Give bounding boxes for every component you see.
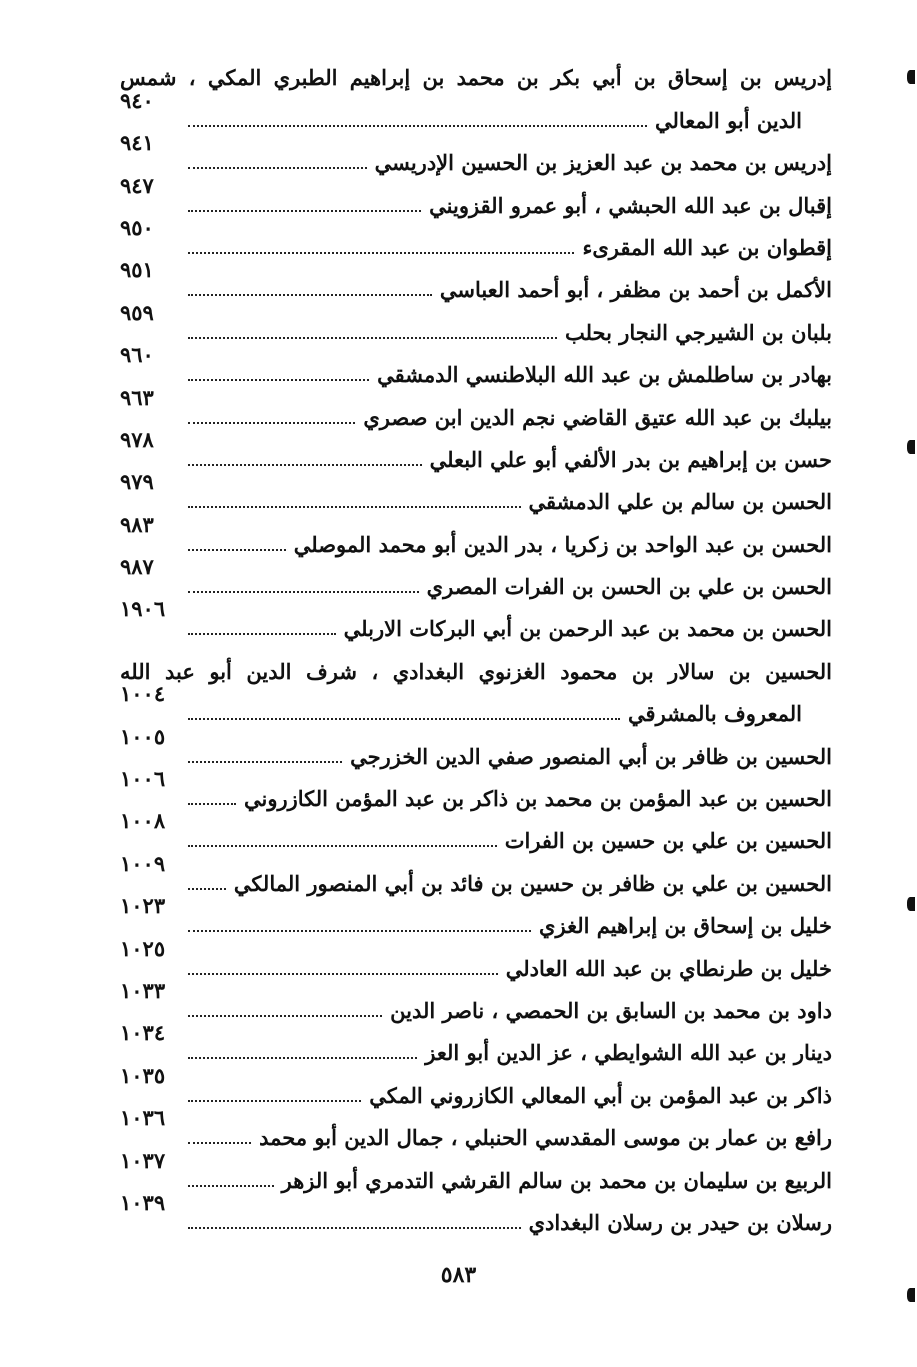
entry-name: حسن بن إبراهيم بن بدر الألفي أبو علي البعلي [429,446,832,472]
entry-name-line1: إدريس بن إسحاق بن أبي بكر بن محمد بن إبراهيم الطبري المكي ، شمس [120,65,832,91]
entry-name-line1: الحسين بن سالار بن محمود الغزنوي البغدادي ، شرف الدين أبو عبد الله [120,658,832,684]
toc-entry [120,596,832,649]
leader-dots [188,1057,417,1059]
binding-mark [907,70,915,84]
toc-entry [120,257,832,310]
entry-name: داود بن محمد بن السابق بن الحمصي ، ناصر الدين [390,997,832,1023]
entry-name: الحسن بن سالم بن علي الدمشقي [528,489,832,515]
binding-mark [907,897,915,911]
entry-name: الحسين بن عبد المؤمن بن محمد بن ذاكر بن عبد المؤمن الكازروني [243,786,832,812]
leader-dots [188,973,498,975]
entry-page: ٩٥٩ [120,299,154,325]
entry-name: خليل بن طرنطاي بن عبد الله العادلي [505,955,832,981]
entry-name: خليل بن إسحاق بن إبراهيم الغزي [539,913,832,939]
entry-page: ١٠٣٩ [120,1189,166,1215]
leader-dots [188,294,432,296]
toc-entry [120,130,832,183]
entry-page: ١٠٠٤ [120,681,166,707]
leader-dots [188,633,336,635]
entry-page: ٩٨٣ [120,511,154,537]
leader-dots [188,252,574,254]
entry-page: ٩٥١ [120,257,154,283]
leader-dots [188,422,355,424]
toc-entry-line1 [120,56,832,98]
entry-page: ١٠٠٩ [120,850,166,876]
leader-dots [188,1015,382,1017]
leader-dots [188,125,647,127]
entry-page: ٩٤٧ [120,172,154,198]
leader-dots [188,718,620,720]
entry-page: ٩٧٨ [120,426,154,452]
entry-page: ٩٨٧ [120,554,154,580]
toc-entry [120,681,832,734]
entry-name: إقبال بن عبد الله الحبشي ، أبو عمرو القزويني [429,192,832,218]
toc-entry [120,214,832,268]
toc-entry [120,342,832,395]
entry-name: ذاكر بن عبد المؤمن بن أبي المعالي الكازروني المكي [369,1082,832,1108]
entry-page: ١٠٢٥ [120,935,166,961]
leader-dots [188,845,497,847]
toc-entry [120,384,832,437]
entry-page: ١٠٣٣ [120,977,166,1003]
entry-name: الدين أبو المعالي [654,107,802,133]
leader-dots [188,167,367,169]
entry-page: ١٠٣٥ [120,1062,166,1088]
toc-entry [120,469,832,522]
entry-name: بلبان بن الشيرجي النجار بحلب [564,319,832,345]
toc-entry [120,1020,832,1073]
table-of-contents [120,56,832,1243]
leader-dots [188,337,557,339]
entry-page: ١٠٢٣ [120,893,166,919]
leader-dots [188,464,422,466]
binding-mark [907,1288,915,1302]
entry-name: إدريس بن محمد بن عبد العزيز بن الحسين الإدريسي [374,150,832,176]
leader-dots [188,1100,361,1102]
leader-dots [188,888,226,890]
entry-page: ١٩٠٦ [120,596,166,622]
leader-dots [188,506,521,508]
entry-page: ٩٥٠ [120,214,154,240]
entry-page: ٩٤١ [120,130,154,156]
entry-page: ٩٦٣ [120,384,154,410]
entry-name: الحسن بن علي بن الحسن بن الفرات المصري [426,574,832,600]
toc-entry [120,1147,832,1200]
leader-dots [188,803,236,805]
leader-dots [188,210,421,212]
leader-dots [188,1185,274,1187]
entry-name: المعروف بالمشرقي [628,701,802,727]
leader-dots [188,591,419,593]
entry-page: ٩٦٠ [120,342,154,368]
toc-entry [120,977,832,1031]
entry-name: الحسين بن ظافر بن أبي المنصور صفي الدين الخزرجي [350,743,832,769]
entry-page: ١٠٠٥ [120,723,166,749]
leader-dots [188,1142,251,1144]
toc-entry [120,850,832,903]
entry-name: الحسين بن علي بن حسين بن الفرات [504,828,832,854]
entry-page: ١٠٣٦ [120,1105,166,1131]
entry-page: ٩٧٩ [120,469,154,495]
entry-name: إقطوان بن عبد الله المقرىء [582,234,832,260]
entry-name: الحسين بن علي بن ظافر بن حسين بن فائد بن أبي المنصور المالكي [233,870,832,896]
leader-dots [188,1227,521,1229]
page-number: ٥٨٣ [440,1262,477,1288]
leader-dots [188,761,342,763]
toc-entry [120,935,832,988]
entry-name: الحسن بن محمد بن عبد الرحمن بن أبي البركات الاربلي [343,616,832,642]
entry-page: ١٠٣٧ [120,1147,166,1173]
binding-mark [907,440,915,454]
toc-entry-line1 [120,649,832,691]
entry-page: ١٠٣٤ [120,1020,166,1046]
leader-dots [188,379,369,381]
toc-entry [120,766,832,819]
toc-entry [120,299,832,352]
toc-entry [120,1189,832,1243]
toc-entry [120,554,832,607]
toc-entry [120,426,832,480]
entry-name: الحسن بن عبد الواحد بن زكريا ، بدر الدين أبو محمد الموصلي [293,531,832,557]
toc-entry [120,172,832,225]
entry-name: بيلبك بن عبد الله عتيق القاضي نجم الدين ابن صصري [363,404,832,430]
leader-dots [188,930,531,932]
leader-dots [188,549,286,551]
entry-name: دينار بن عبد الله الشوايطي ، عز الدين أبو العز [425,1040,832,1066]
toc-entry [120,723,832,776]
entry-name: رافع بن عمار بن موسى المقدسي الحنبلي ، جمال الدين أبو محمد [259,1125,832,1151]
entry-name: بهادر بن ساطلمش بن عبد الله البلاطنسي الدمشقي [377,362,832,388]
toc-entry [120,87,832,140]
entry-name: رسلان بن حيدر بن رسلان البغدادي [528,1209,832,1235]
toc-entry [120,511,832,564]
entry-name: الأكمل بن أحمد بن مظفر ، أبو أحمد العباسي [439,277,832,303]
toc-entry [120,808,832,861]
toc-entry [120,1062,832,1115]
entry-name: الربيع بن سليمان بن محمد بن سالم القرشي التدمري أبو الزهر [281,1167,832,1193]
entry-page: ٩٤٠ [120,87,154,113]
entry-page: ١٠٠٦ [120,766,166,792]
entry-page: ١٠٠٨ [120,808,166,834]
toc-entry [120,893,832,946]
toc-entry [120,1105,832,1158]
